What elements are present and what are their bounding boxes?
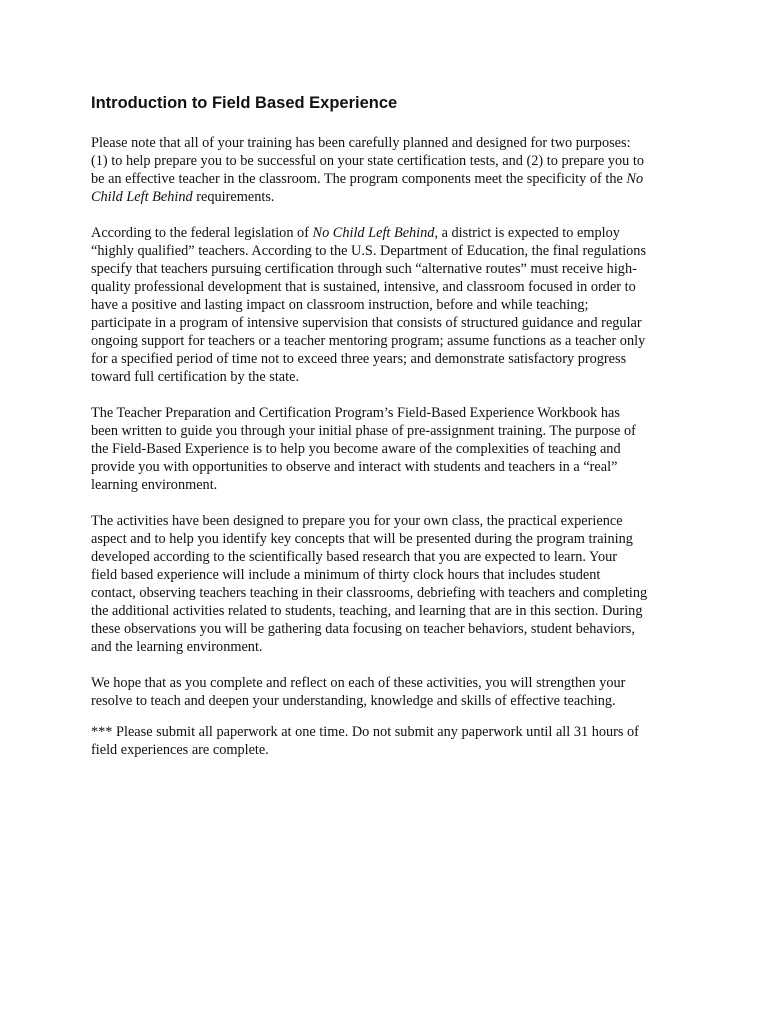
paragraph-submission-note	[91, 723, 691, 759]
text-line: The Teacher Preparation and Certification Program’s Field-Based Experience Workbook has	[91, 405, 620, 421]
text-line: field based experience will include a minimum of thirty clock hours that includes student	[91, 567, 601, 583]
text-line: for a specified period of time not to exceed three years; and demonstrate satisfactory progress	[91, 351, 627, 367]
text-line: these observations you will be gathering data focusing on teacher behaviors, student behaviors,	[91, 621, 635, 637]
document-body	[91, 92, 691, 777]
text-line: *** Please submit all paperwork at one time. Do not submit any paperwork until all 31 hours of	[91, 724, 639, 740]
text-line: resolve to teach and deepen your understanding, knowledge and skills of effective teaching.	[91, 693, 616, 709]
paragraph-purposes	[91, 134, 691, 206]
text-line: The activities have been designed to prepare you for your own class, the practical experience	[91, 513, 623, 529]
italic-text: Child Left Behind	[91, 189, 193, 205]
text-line: and the learning environment.	[91, 639, 263, 655]
text-line: specify that teachers pursuing certification through such “alternative routes” must receive high-	[91, 261, 637, 277]
text-line: ongoing support for teachers or a teacher mentoring program; assume functions as a teacher only	[91, 333, 646, 349]
text-line: learning environment.	[91, 477, 218, 493]
text-line: quality professional development that is sustained, intensive, and classroom focused in order to	[91, 279, 636, 295]
text-fragment: , a district is expected to employ	[434, 225, 620, 241]
text-line: developed according to the scientifically based research that you are expected to learn. Your	[91, 549, 617, 565]
paragraph-workbook	[91, 404, 691, 494]
text-line: the Field-Based Experience is to help you become aware of the complexities of teaching and	[91, 441, 621, 457]
text-line: have a positive and lasting impact on classroom instruction, before and while teaching;	[91, 297, 589, 313]
text-line: Please note that all of your training has been carefully planned and designed for two purposes:	[91, 135, 631, 151]
text-line	[91, 224, 691, 242]
italic-text: No	[626, 171, 644, 187]
text-fragment: be an effective teacher in the classroom. The program components meet the specificity of the	[91, 171, 627, 187]
italic-text: No Child Left Behind	[312, 225, 435, 241]
text-line: “highly qualified” teachers. According to the U.S. Department of Education, the final regulations	[91, 243, 647, 259]
page-title: Introduction to Field Based Experience	[91, 94, 398, 112]
text-line: We hope that as you complete and reflect on each of these activities, you will strengthen your	[91, 675, 626, 691]
paragraph-reflection	[91, 674, 691, 710]
text-line: toward full certification by the state.	[91, 369, 300, 385]
text-line: field experiences are complete.	[91, 742, 269, 758]
text-line: the additional activities related to students, teaching, and learning that are in this section. During	[91, 603, 643, 619]
text-line: (1) to help prepare you to be successful on your state certification tests, and (2) to prepare you to	[91, 153, 645, 169]
text-line: aspect and to help you identify key concepts that will be presented during the program training	[91, 531, 633, 547]
text-line: provide you with opportunities to observe and interact with students and teachers in a “real”	[91, 459, 618, 475]
text-line	[91, 170, 691, 188]
text-line: participate in a program of intensive supervision that consists of structured guidance and regular	[91, 315, 642, 331]
text-line: contact, observing teachers teaching in their classrooms, debriefing with teachers and completing	[91, 585, 648, 601]
text-fragment: According to the federal legislation of	[91, 225, 313, 241]
text-line: been written to guide you through your initial phase of pre-assignment training. The purpose of	[91, 423, 636, 439]
text-fragment: requirements.	[192, 189, 275, 205]
text-line	[91, 188, 691, 206]
paragraph-legislation	[91, 224, 691, 386]
paragraph-activities	[91, 512, 691, 656]
